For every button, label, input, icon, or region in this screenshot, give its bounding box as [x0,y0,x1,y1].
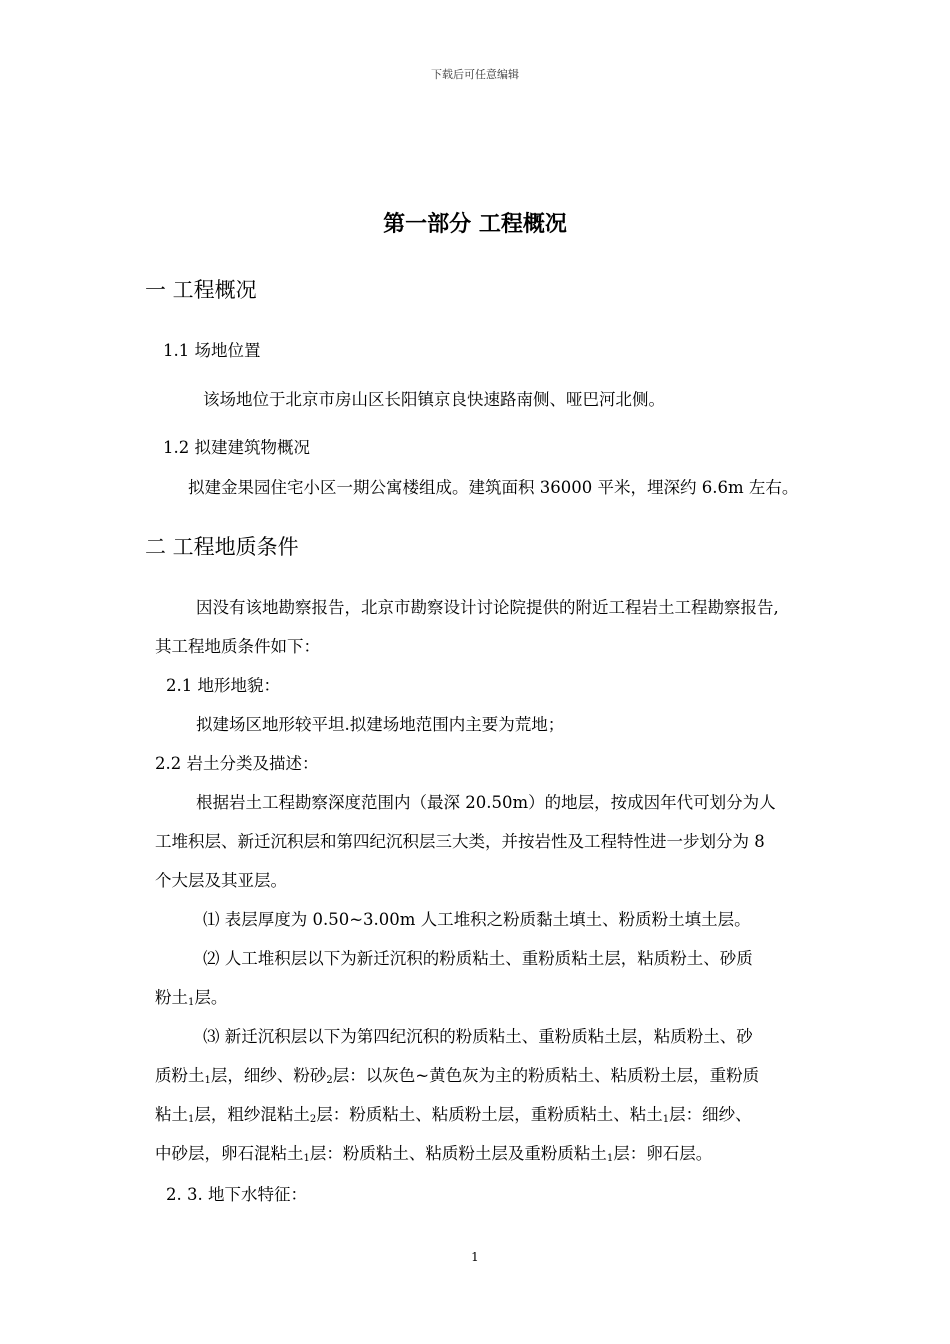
subsection-1-1-text: 该场地位于北京市房山区长阳镇京良快速路南侧、哑巴河北侧。 [203,390,665,409]
subsection-1-1: 1.1 场地位置 [163,341,261,360]
section-2-intro-line1: 因没有该地勘察报告，北京市勘察设计讨论院提供的附近工程岩土工程勘察报告, [196,598,779,617]
page-title: 第一部分 工程概况 [383,212,567,237]
subsection-2-2-line1: 根据岩土工程勘察深度范围内（最深 20.50m）的地层，按成因年代可划分为人 [196,793,776,812]
subsection-2-1-text: 拟建场区地形较平坦.拟建场地范围内主要为荒地； [196,715,565,734]
subsection-2-1: 2.1 地形地貌： [166,676,280,695]
page-header: 下载后可任意编辑 [431,68,519,81]
subsection-1-2: 1.2 拟建建筑物概况 [163,438,310,457]
item-2-line2: 粉土$_1$层。 [155,988,228,1008]
item-3-line4: 中砂层，卵石混粘土$_1$层：粉质粘土、粘质粉土层及重粉质粘土$_1$层：卵石层。 [155,1144,713,1164]
item-1: ⑴ 表层厚度为 0.50~3.00m 人工堆积之粉质黏土填土、粉质粉土填土层。 [203,910,751,929]
item-2-line1: ⑵ 人工堆积层以下为新迁沉积的粉质粘土、重粉质粘土层，粘质粉土、砂质 [203,949,753,968]
subsection-2-2: 2.2 岩土分类及描述： [155,754,319,773]
item-3-line1: ⑶ 新迁沉积层以下为第四纪沉积的粉质粘土、重粉质粘土层，粘质粉土、砂 [203,1027,753,1046]
section-1-heading: 一 工程概况 [145,278,257,302]
item-3-line3: 粘土$_1$层，粗纱混粘土$_2$层：粉质粘土、粘质粉土层，重粉质粘土、粘土$_1$层：细纱、 [155,1105,752,1125]
subsection-1-2-text: 拟建金果园住宅小区一期公寓楼组成。建筑面积 36000 平米，埋深约 6.6m 左右。 [188,478,799,497]
subsection-2-2-line2: 工堆积层、新迁沉积层和第四纪沉积层三大类，并按岩性及工程特性进一步划分为 8 [155,832,765,851]
subsection-2-3: 2. 3. 地下水特征： [166,1185,307,1204]
page-number: 1 [471,1250,479,1264]
item-3-line2: 质粉土$_1$层，细纱、粉砂$_2$层：以灰色~黄色灰为主的粉质粘土、粘质粉土层，重粉质 [155,1066,760,1086]
subsection-2-2-line3: 个大层及其亚层。 [155,871,287,890]
section-2-heading: 二 工程地质条件 [145,535,299,559]
section-2-intro-line2: 其工程地质条件如下： [155,637,320,656]
